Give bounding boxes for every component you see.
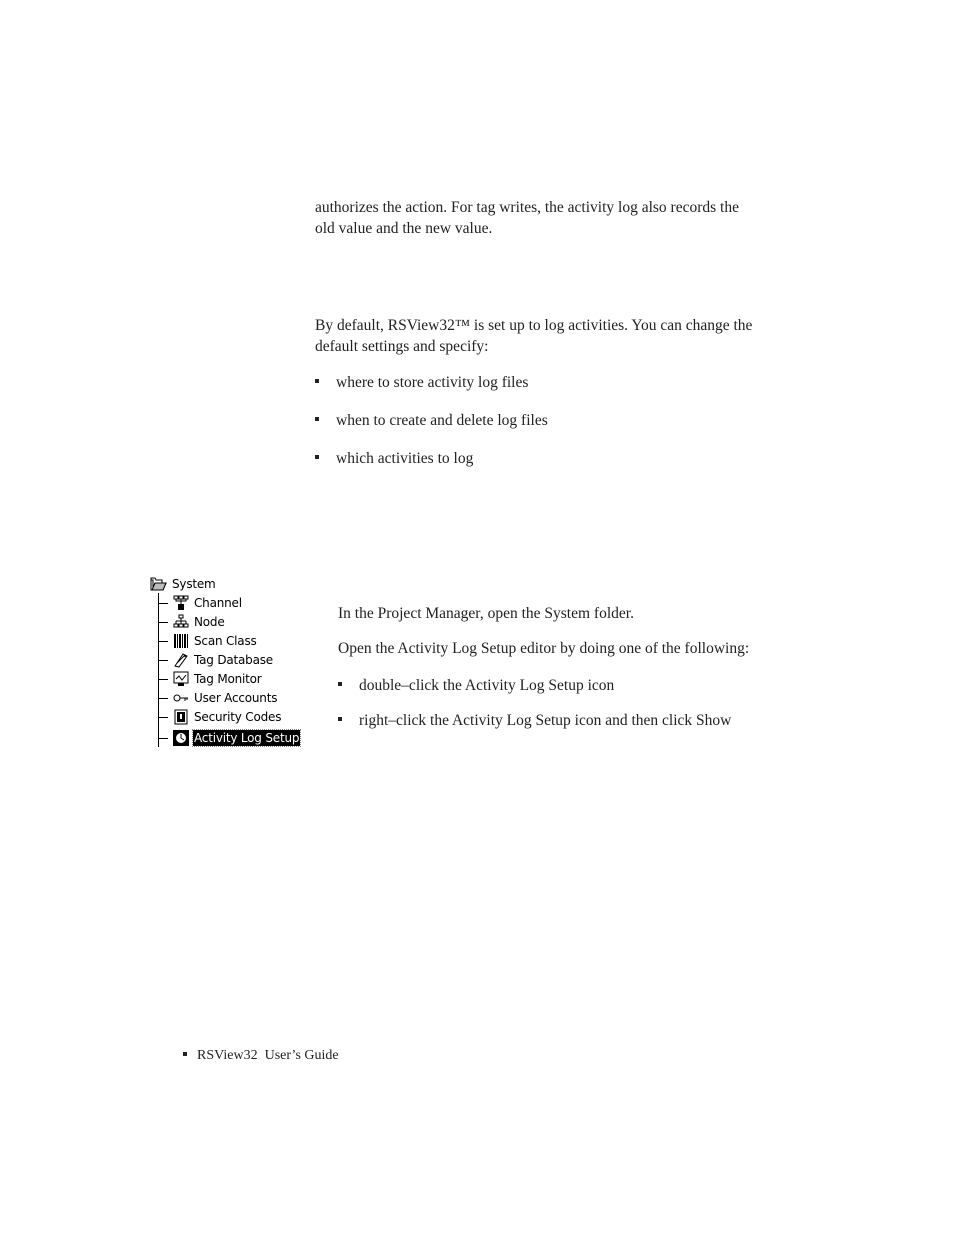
tree-item-label: Scan Class [194, 634, 257, 648]
list-item [315, 412, 548, 430]
tree-item-security-codes[interactable] [148, 708, 282, 726]
tree-item-tag-database[interactable] [148, 651, 274, 669]
page-footer [183, 1048, 339, 1064]
tree-branch-line [158, 679, 168, 680]
bullet-square-icon [315, 417, 319, 421]
tree-item-label: System [172, 577, 216, 591]
footer-text: RSView32 User’s Guide [197, 1048, 339, 1063]
intro-line-2: old value and the new value. [315, 220, 493, 237]
open-folder-icon [150, 576, 167, 592]
tree-item-label: Node [194, 615, 225, 629]
tree-branch-line [158, 698, 168, 699]
channel-icon [172, 595, 189, 611]
tree-item-node[interactable] [148, 613, 226, 631]
bullet-text: which activities to log [336, 450, 474, 467]
project-manager-tree [148, 573, 298, 753]
list-item [315, 450, 473, 468]
tag-database-icon [172, 652, 189, 668]
footer-bullet-icon [183, 1052, 187, 1056]
list-item [338, 712, 731, 730]
defaults-line-2: default settings and specify: [315, 338, 489, 355]
tree-item-label: Tag Database [194, 653, 273, 667]
tree-branch-line [158, 622, 168, 623]
intro-paragraph [315, 197, 785, 239]
step-1-text: In the Project Manager, open the System folder. [338, 605, 634, 622]
bullet-square-icon [315, 379, 319, 383]
tree-item-label: Activity Log Setup [194, 731, 300, 745]
activity-log-icon [172, 730, 189, 746]
tree-branch-line [158, 603, 168, 604]
intro-line-1: authorizes the action. For tag writes, the activity log also records the [315, 199, 739, 216]
tree-item-user-accounts[interactable] [148, 689, 278, 707]
key-icon [172, 690, 189, 706]
bullet-square-icon [315, 455, 319, 459]
bullet-text: right–click the Activity Log Setup icon and then click Show [359, 712, 732, 729]
tree-item-label: Tag Monitor [194, 672, 262, 686]
list-item [338, 677, 614, 695]
scan-class-icon [172, 633, 189, 649]
bullet-square-icon [338, 682, 342, 686]
tree-branch-line [158, 738, 168, 739]
defaults-line-1: By default, RSView32™ is set up to log activities. You can change the [315, 317, 753, 334]
tree-item-label: Channel [194, 596, 242, 610]
step-2-text: Open the Activity Log Setup editor by doing one of the following: [338, 640, 750, 657]
list-item [315, 374, 528, 392]
tree-branch-line [158, 717, 168, 718]
tree-item-tag-monitor[interactable] [148, 670, 263, 688]
tree-item-system[interactable] [148, 575, 217, 593]
tag-monitor-icon [172, 671, 189, 687]
tree-item-activity-log-setup[interactable] [148, 729, 300, 747]
node-icon [172, 614, 189, 630]
defaults-paragraph [315, 315, 785, 357]
tree-branch-line [158, 641, 168, 642]
bullet-text: where to store activity log files [336, 374, 529, 391]
tree-item-channel[interactable] [148, 594, 243, 612]
bullet-text: double–click the Activity Log Setup icon [359, 677, 615, 694]
tree-item-scan-class[interactable] [148, 632, 258, 650]
bullet-text: when to create and delete log files [336, 412, 548, 429]
bullet-square-icon [338, 717, 342, 721]
tree-item-label: Security Codes [194, 710, 282, 724]
tree-branch-line [158, 660, 168, 661]
tree-item-label: User Accounts [194, 691, 278, 705]
security-codes-icon [172, 709, 189, 725]
